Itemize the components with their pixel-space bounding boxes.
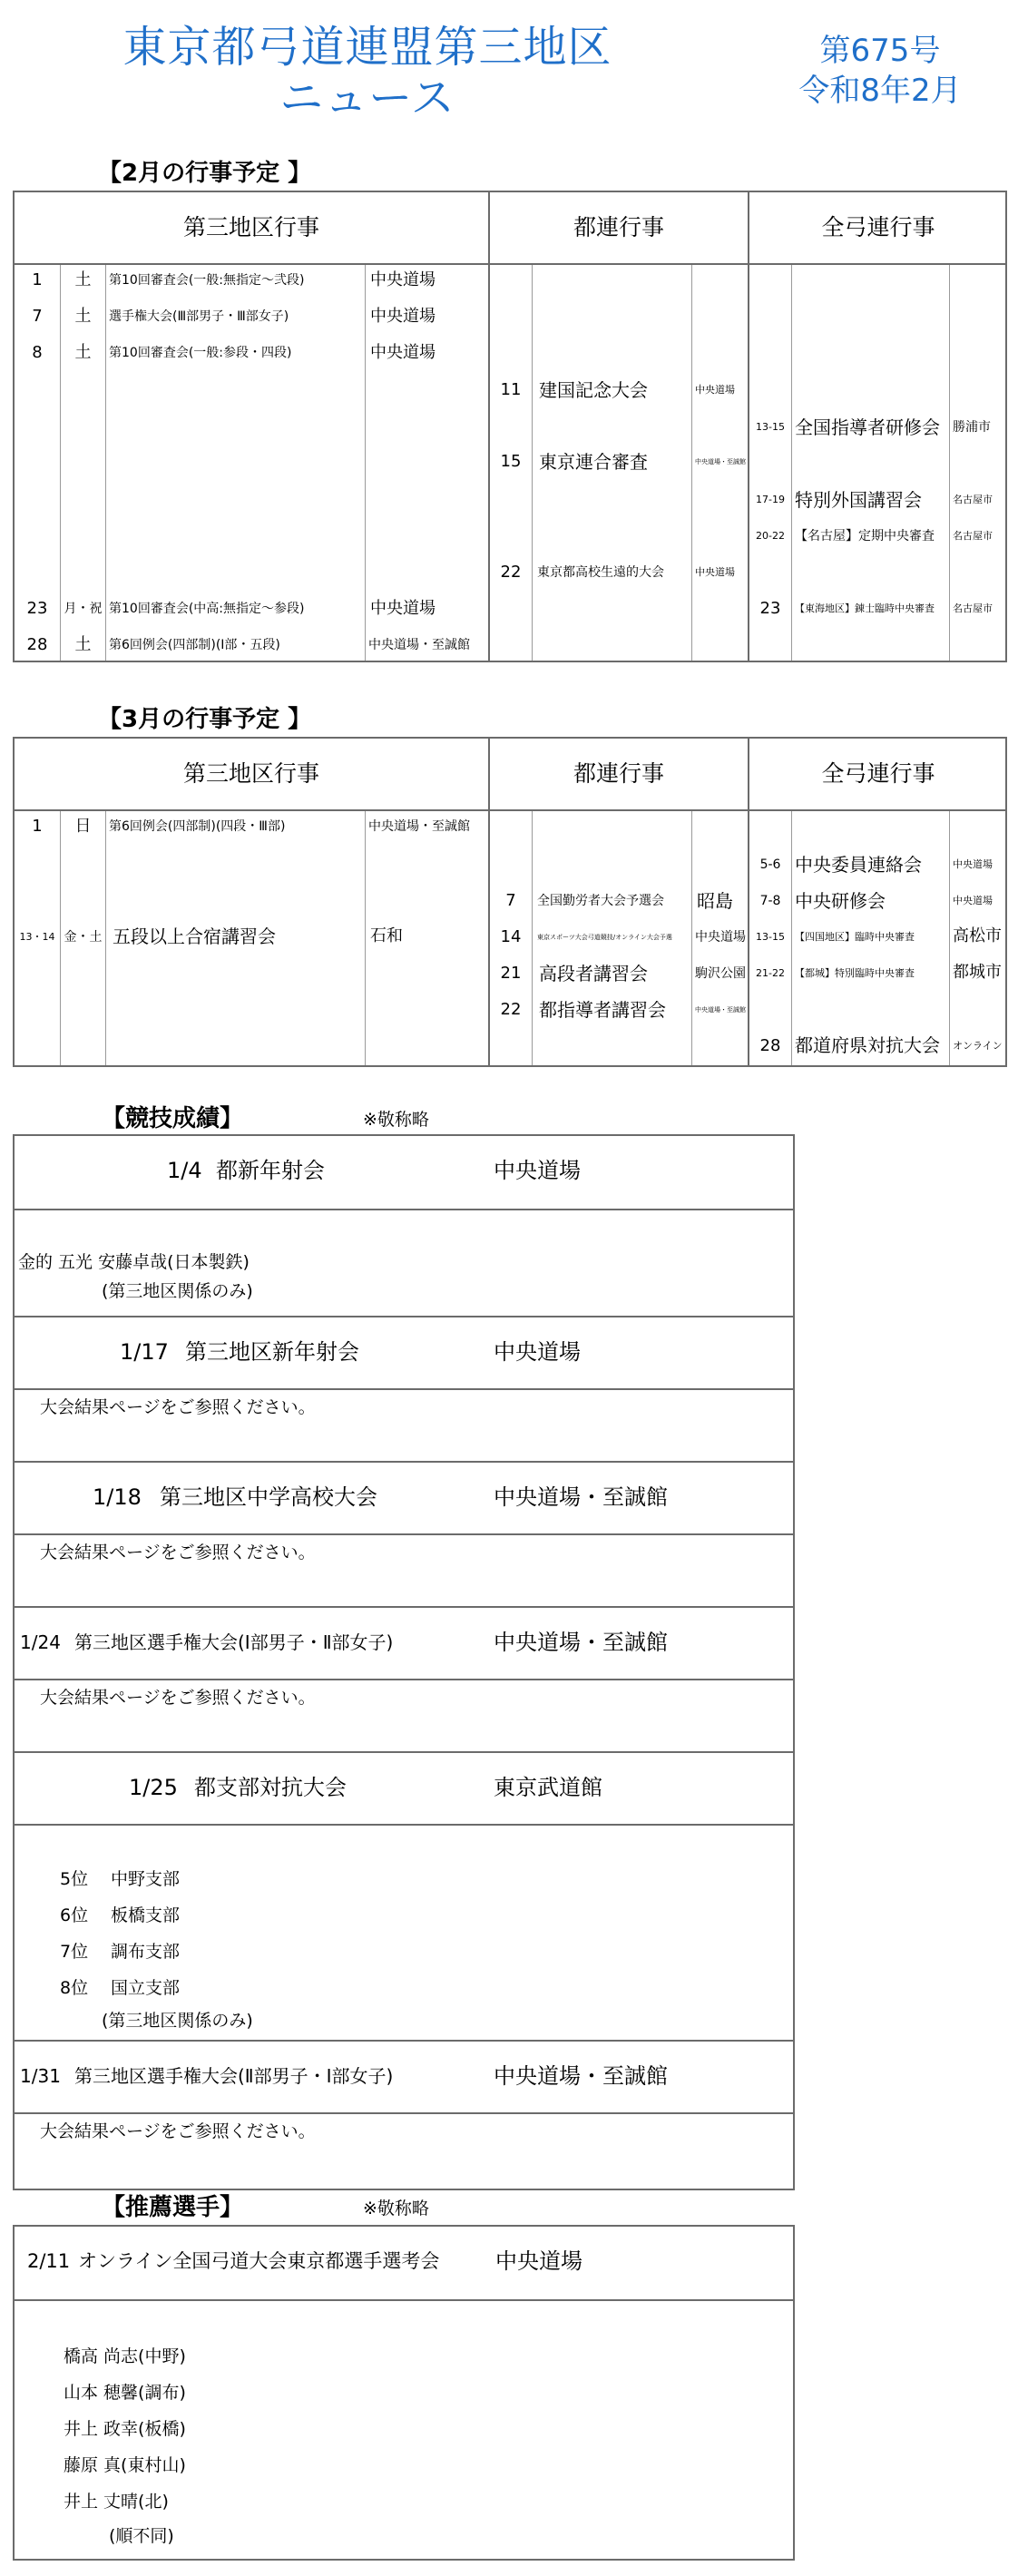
mar-schedule-table: 第三地区行事 都連行事 全弓連行事 1 日 第6回例会(四部制)(四段・Ⅲ部) 中央道場・至誠館 13・14 金・土 五段以上合宿講習会 石和 7 全国勤労者大会予選会 昭島 14 東京スポーツ大会弓道競技/オンライン大会予選 中央道場 21 高段者講習会 駒沢公園 22 都指導者講習会 中央道場・至誠館 5-6 中央委員連絡会 中央道場 7-8 中央研修会 中央道場 13-15 【四国地区】臨時中央審査 高松市 21-22 【都城】特別臨時中央審査 都城市 28 都道府県対抗大会 オンライン xyxy=(13,737,1007,1067)
result-event-name: 第三地区選手権大会(Ⅱ部男子・Ⅰ部女子) xyxy=(74,2065,394,2087)
list-item: 井上 政幸(板橋) xyxy=(64,2419,186,2439)
result-venue: 中央道場・至誠館 xyxy=(494,1630,668,1655)
issue-info xyxy=(780,31,980,111)
result-date: 1/31 xyxy=(20,2065,61,2087)
mar-col-national: 全弓連行事 xyxy=(821,760,935,787)
title-line-2: ニュース xyxy=(279,73,455,123)
result-date: 1/18 xyxy=(93,1484,142,1510)
recommend-box xyxy=(13,2225,795,2561)
result-date: 1/24 xyxy=(20,1631,61,1653)
mar-col-district: 第三地区行事 xyxy=(182,760,319,787)
feb-heading: 【2月の行事予定 】 xyxy=(98,160,312,187)
result-text: 大会結果ページをご参照ください。 xyxy=(40,1543,316,1562)
recommend-footer: (順不同) xyxy=(109,2526,174,2546)
list-item: 山本 穂馨(調布) xyxy=(64,2383,186,2403)
feb-col-national: 全弓連行事 xyxy=(821,214,935,240)
result-date: 1/4 xyxy=(167,1158,202,1183)
recommend-date: 2/11 xyxy=(27,2250,71,2272)
result-event-name: 都支部対抗大会 xyxy=(194,1775,347,1800)
list-item: 藤原 真(東村山) xyxy=(64,2455,186,2475)
list-item: 井上 丈晴(北) xyxy=(64,2492,169,2512)
result-note: (第三地区関係のみ) xyxy=(102,2011,253,2031)
result-text: 大会結果ページをご参照ください。 xyxy=(40,1688,316,1708)
result-event-name: 第三地区新年射会 xyxy=(185,1339,359,1365)
result-event-name: 第三地区選手権大会(Ⅰ部男子・Ⅱ部女子) xyxy=(74,1631,394,1653)
result-event-name: 都新年射会 xyxy=(216,1158,325,1183)
result-date: 1/25 xyxy=(129,1775,178,1800)
result-venue: 中央道場 xyxy=(494,1158,581,1183)
list-item: 橋高 尚志(中野) xyxy=(64,2346,186,2366)
result-venue: 中央道場・至誠館 xyxy=(494,1484,668,1510)
recommend-heading: 【推薦選手】 xyxy=(102,2194,244,2221)
results-box: 1/4 都新年射会 中央道場 金的 五光 安藤卓哉(日本製鉄) (第三地区関係のみ) 1/17 第三地区新年射会 中央道場 大会結果ページをご参照ください。 1/18 第三地区中学高校大会 中央道場・至誠館 大会結果ページをご参照ください。 1/24 第三地区選手権大会(Ⅰ部男子・Ⅱ部女子) 中央道場・至誠館 大会結果ページをご参照ください。 1/25 都支部対抗大会 東京武道館 5位 中野支部 6位 板橋支部 7位 調布支部 8位 国立支部 (第三地区関係のみ) 1/31 第三地区選手権大会(Ⅱ部男子・Ⅰ部女子) 中央道場・至誠館 大会結果ページをご参照ください。 xyxy=(13,1134,795,2190)
feb-col-tokyo: 都連行事 xyxy=(573,214,664,240)
result-text: 大会結果ページをご参照ください。 xyxy=(40,2121,316,2141)
result-note: (第三地区関係のみ) xyxy=(102,1281,253,1301)
result-venue: 中央道場 xyxy=(494,1339,581,1365)
result-venue: 中央道場・至誠館 xyxy=(494,2063,668,2089)
results-note: ※敬称略 xyxy=(363,1110,429,1130)
mar-heading: 【3月の行事予定 】 xyxy=(98,706,312,733)
mar-col-tokyo: 都連行事 xyxy=(573,760,664,787)
newsletter-title xyxy=(91,22,644,123)
result-text: 金的 五光 安藤卓哉(日本製鉄) xyxy=(18,1252,250,1272)
results-heading: 【競技成績】 xyxy=(102,1105,244,1132)
recommend-title: オンライン全国弓道大会東京都選手選考会 xyxy=(78,2250,440,2272)
issue-number: 第675号 xyxy=(819,33,941,69)
result-text: 大会結果ページをご参照ください。 xyxy=(40,1397,316,1417)
recommend-venue: 中央道場 xyxy=(495,2248,582,2274)
issue-date: 令和8年2月 xyxy=(798,73,962,109)
result-date: 1/17 xyxy=(120,1339,169,1365)
recommend-note: ※敬称略 xyxy=(363,2199,429,2218)
title-line-1: 東京都弓道連盟第三地区 xyxy=(122,22,612,73)
feb-schedule-table: 第三地区行事 都連行事 全弓連行事 1 土 第10回審査会(一般:無指定～弐段) 中央道場 7 土 選手権大会(Ⅲ部男子・Ⅲ部女子) 中央道場 8 土 第10回審査会(一般:参段・四段) 中央道場 23 月・祝 第10回審査会(中高:無指定～参段) 中央道場 28 土 第6回例会(四部制)(Ⅰ部・五段) 中央道場・至誠館 11 建国記念大会 中央道場 15 東京連合審査 中央道場・至誠館 22 東京都高校生遠的大会 中央道場 13-15 全国指導者研修会 勝浦市 17-19 特別外国講習会 名古屋市 20-22 【名古屋】定期中央審査 名古屋市 23 【東海地区】錬士臨時中央審査 名古屋市 xyxy=(13,191,1007,662)
result-event-name: 第三地区中学高校大会 xyxy=(160,1484,377,1510)
feb-col-district: 第三地区行事 xyxy=(182,214,319,240)
result-venue: 東京武道館 xyxy=(494,1775,602,1800)
